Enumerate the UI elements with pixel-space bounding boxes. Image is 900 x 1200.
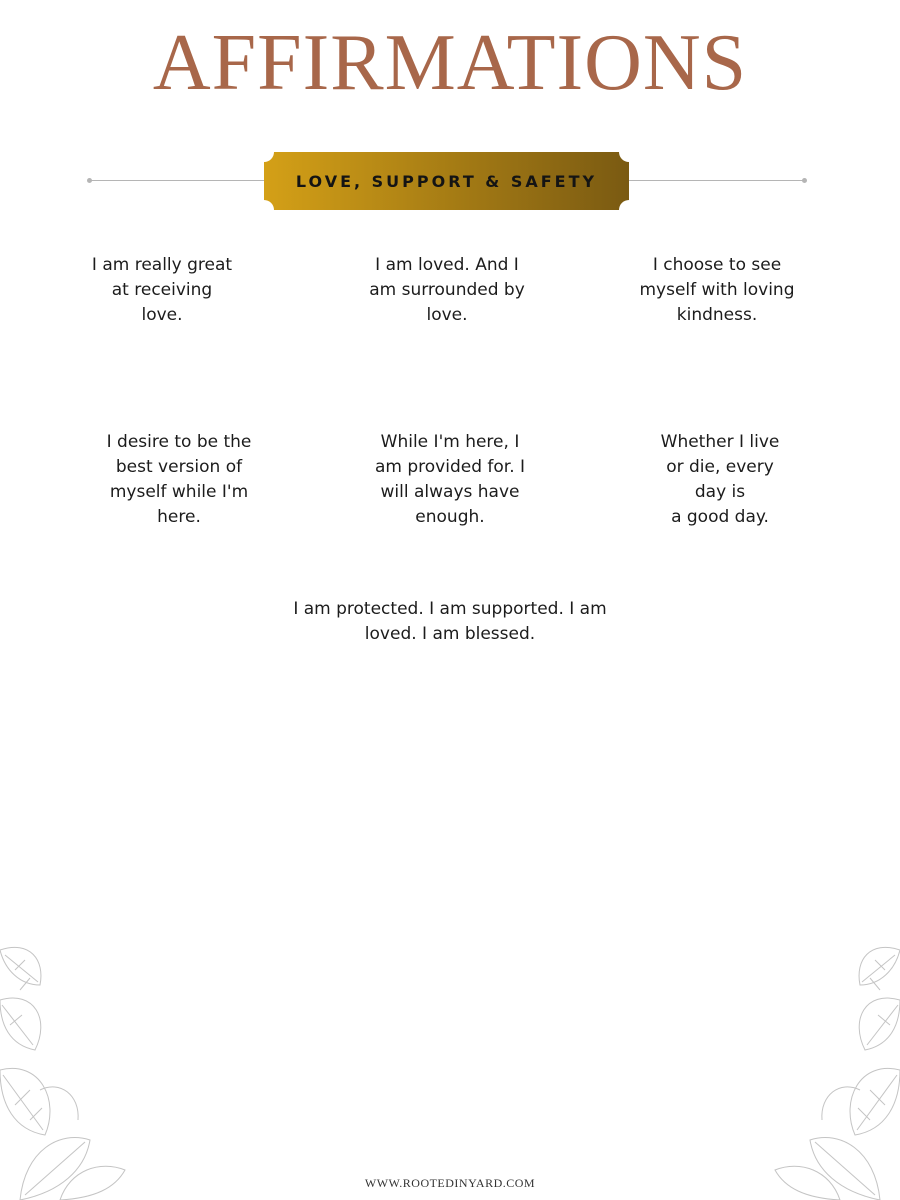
affirmation-item: I am loved. And I am surrounded by love. [369,255,525,325]
divider-dot-left [87,178,92,183]
affirmation-item: I choose to see myself with loving kindness. [639,255,795,325]
affirmation-item: Whether I live or die, every day is a good day. [660,432,780,527]
divider-left [90,180,270,181]
affirmation-item: I desire to be the best version of myself while I'm here. [106,432,252,527]
botanical-leaves-icon [0,930,140,1200]
section-label: LOVE, SUPPORT & SAFETY [295,171,598,191]
botanical-leaves-icon [760,930,900,1200]
divider-right [626,180,804,181]
affirmation-item: I am protected. I am supported. I am loved. I am blessed. [293,599,607,644]
divider-dot-right [802,178,807,183]
affirmation-item: I am really great at receiving love. [91,255,233,325]
page-title: AFFIRMATIONS [152,19,748,107]
affirmation-item: While I'm here, I am provided for. I will always have enough. [374,432,526,527]
footer-url: WWW.ROOTEDINYARD.COM [364,1176,536,1190]
